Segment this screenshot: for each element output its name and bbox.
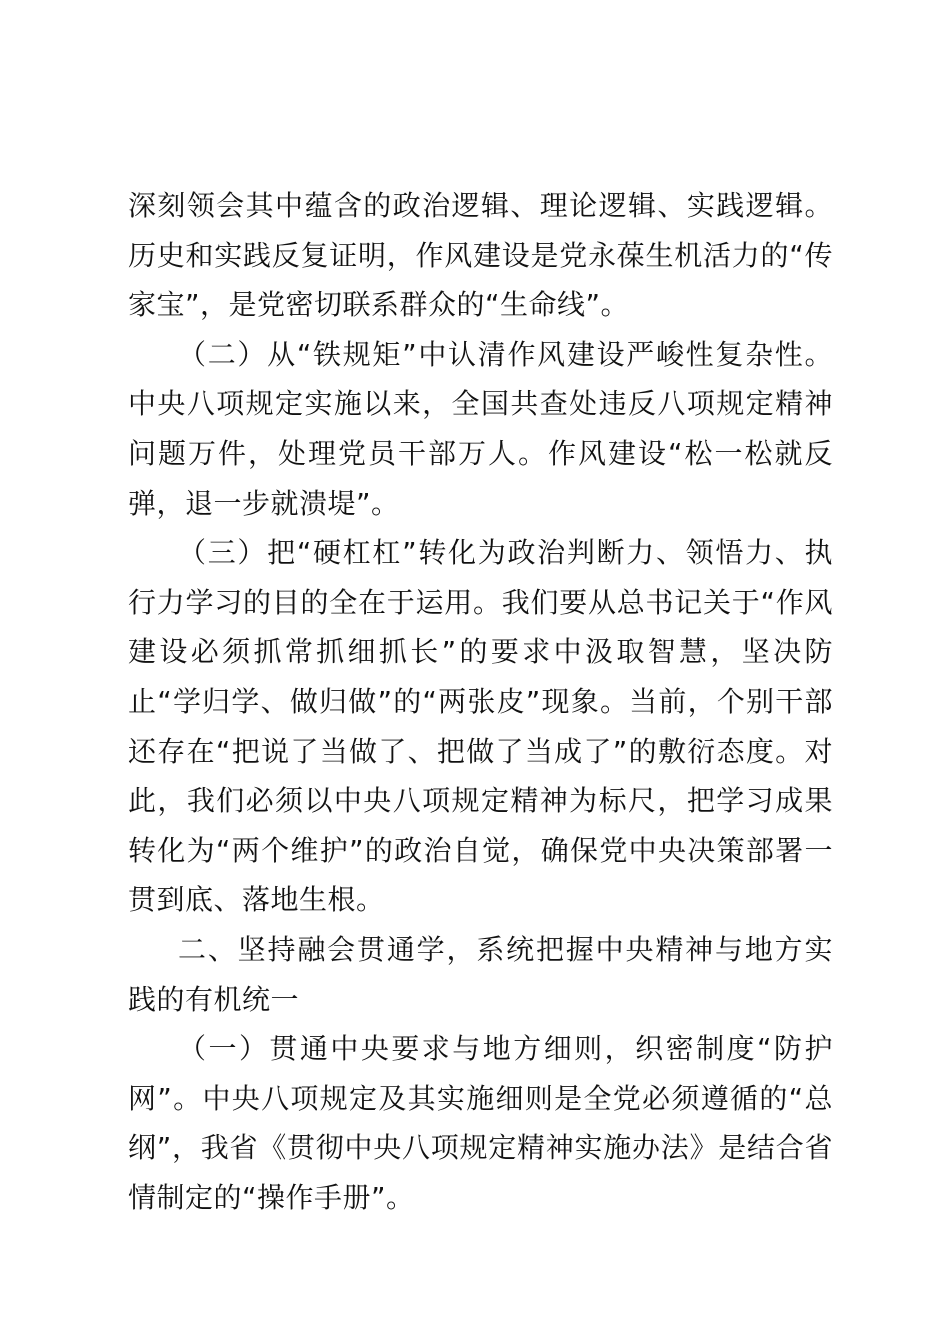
paragraph-continuation: 深刻领会其中蕴含的政治逻辑、理论逻辑、实践逻辑。历史和实践反复证明，作风建设是党永葆生机活力的“传家宝”，是党密切联系群众的“生命线”。 bbox=[128, 189, 833, 322]
section-heading-2: 二、坚持融会贯通学，系统把握中央精神与地方实践的有机统一 bbox=[128, 932, 833, 1016]
paragraph-subsection-1: （一）贯通中央要求与地方细则，织密制度“防护网”。中央八项规定及其实施细则是全党必须遵循的“总纲”，我省《贯彻中央八项规定精神实施办法》是结合省情制定的“操作手册”。 bbox=[128, 1032, 833, 1214]
paragraph-section-2: （二）从“铁规矩”中认清作风建设严峻性复杂性。中央八项规定实施以来，全国共查处违反八项规定精神问题万件，处理党员干部万人。作风建设“松一松就反弹，退一步就溃堤”。 bbox=[128, 337, 833, 520]
paragraph-section-3: （三）把“硬杠杠”转化为政治判断力、领悟力、执行力学习的目的全在于运用。我们要从总书记关于“作风建设必须抓常抓细抓长”的要求中汲取智慧，坚决防止“学归学、做归做”的“两张皮”现象。当前，个别干部还存在“把说了当做了、把做了当成了”的敷衍态度。对此，我们必须以中央八项规定精神为标尺，把学习成果转化为“两个维护”的政治自觉，确保党中央决策部署一贯到底、落地生根。 bbox=[128, 536, 833, 917]
document-body bbox=[128, 181, 833, 1222]
